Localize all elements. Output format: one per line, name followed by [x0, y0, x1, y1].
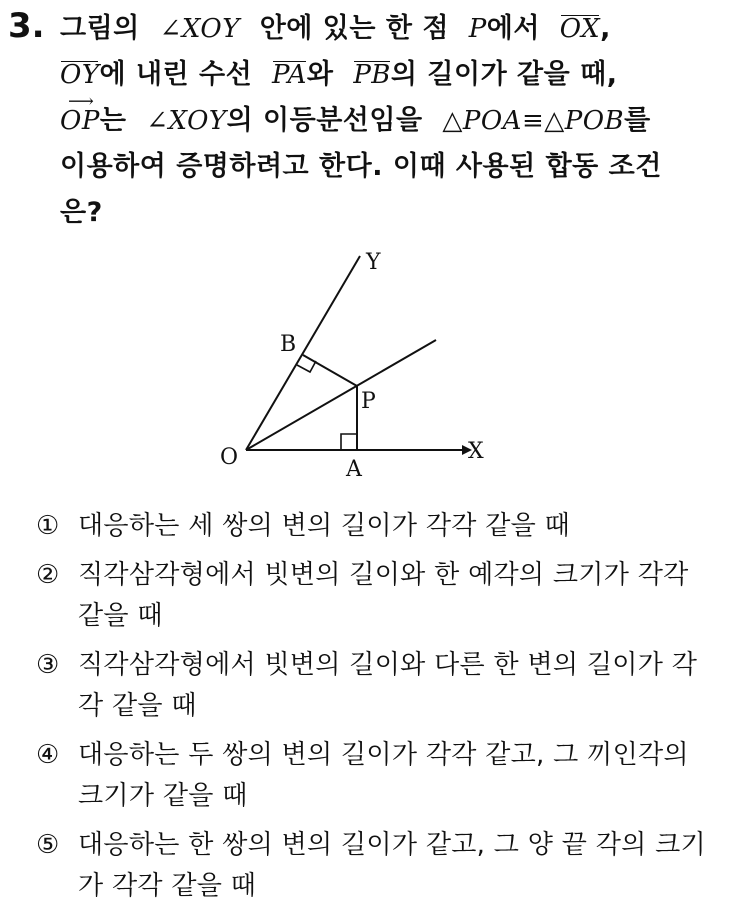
angle-bisector-diagram — [200, 238, 520, 488]
stem-line-5 — [60, 190, 710, 236]
stem-text: 와 — [306, 59, 334, 90]
geometry-figure — [200, 238, 520, 488]
choice-number: ② — [36, 560, 60, 590]
choice-2[interactable] — [36, 555, 706, 637]
point-p: P — [468, 14, 487, 44]
label-a: A — [346, 457, 362, 482]
question-stem — [60, 6, 710, 236]
stem-text: 에서 — [486, 13, 540, 44]
comma: , — [600, 13, 611, 44]
stem-text: 은? — [60, 197, 103, 228]
stem-text: 그림의 — [60, 13, 140, 44]
segment-pb: PB — [353, 60, 391, 90]
stem-text: 이용하여 증명하려고 한다. 이때 사용된 합동 조건 — [60, 151, 662, 182]
triangle-symbol: △ — [442, 106, 463, 136]
stem-text: 는 — [99, 105, 127, 136]
choice-text: 대응하는 두 쌍의 변의 길이가 각각 같고, 그 끼인각의 크기가 같을 때 — [78, 740, 689, 811]
triangle-pob: POB — [564, 106, 625, 136]
choice-text: 직각삼각형에서 빗변의 길이와 다른 한 변의 길이가 각각 같을 때 — [78, 650, 698, 721]
choice-text: 대응하는 세 쌍의 변의 길이가 각각 같을 때 — [78, 511, 571, 541]
label-x: X — [468, 439, 484, 464]
ray-op-label: OP — [60, 106, 100, 136]
choice-1[interactable] — [36, 506, 706, 547]
answer-choices — [36, 506, 706, 915]
choice-4[interactable] — [36, 735, 706, 817]
angle-xoy: XOY — [181, 14, 240, 44]
stem-text: 의 길이가 같을 때, — [390, 59, 618, 90]
choice-5[interactable] — [36, 825, 706, 907]
segment-oy: OY — [60, 60, 100, 90]
ray-arrow-icon: ⟶ — [68, 91, 92, 112]
triangle-symbol: △ — [544, 106, 565, 136]
right-angle-b-icon — [297, 361, 316, 372]
angle-xoy: XOY — [168, 106, 227, 136]
right-angle-a-icon — [341, 434, 357, 450]
stem-text: 를 — [624, 105, 651, 136]
stem-text: 의 이등분선임을 — [226, 105, 423, 136]
choice-number: ⑤ — [36, 830, 60, 860]
label-y: Y — [366, 250, 381, 275]
triangle-poa: POA — [462, 106, 522, 136]
stem-text: 안에 있는 한 점 — [259, 13, 449, 44]
ray-oy — [246, 256, 360, 450]
choice-number: ① — [36, 511, 60, 541]
choice-text: 직각삼각형에서 빗변의 길이와 한 예각의 크기가 각각 같을 때 — [78, 560, 689, 631]
label-b: B — [280, 332, 297, 357]
choice-number: ③ — [36, 650, 60, 680]
stem-text: 에 내린 수선 — [99, 59, 253, 90]
segment-ox: OX — [559, 14, 601, 44]
ray-op — [60, 91, 100, 136]
label-o: O — [220, 445, 239, 470]
stem-line-3 — [60, 91, 710, 144]
label-p: P — [361, 389, 376, 414]
choice-3[interactable] — [36, 645, 706, 727]
question-number: 3. — [8, 6, 45, 46]
angle-symbol: ∠ — [146, 106, 169, 136]
stem-line-4 — [60, 144, 710, 190]
segment-pa: PA — [272, 60, 307, 90]
congruent-symbol: ≡ — [521, 106, 545, 136]
choice-number: ④ — [36, 740, 60, 770]
angle-symbol: ∠ — [159, 14, 182, 44]
choice-text: 대응하는 한 쌍의 변의 길이가 같고, 그 양 끝 각의 크기가 각각 같을 때 — [78, 830, 706, 901]
stem-line-2 — [60, 52, 710, 98]
stem-line-1 — [60, 6, 710, 52]
